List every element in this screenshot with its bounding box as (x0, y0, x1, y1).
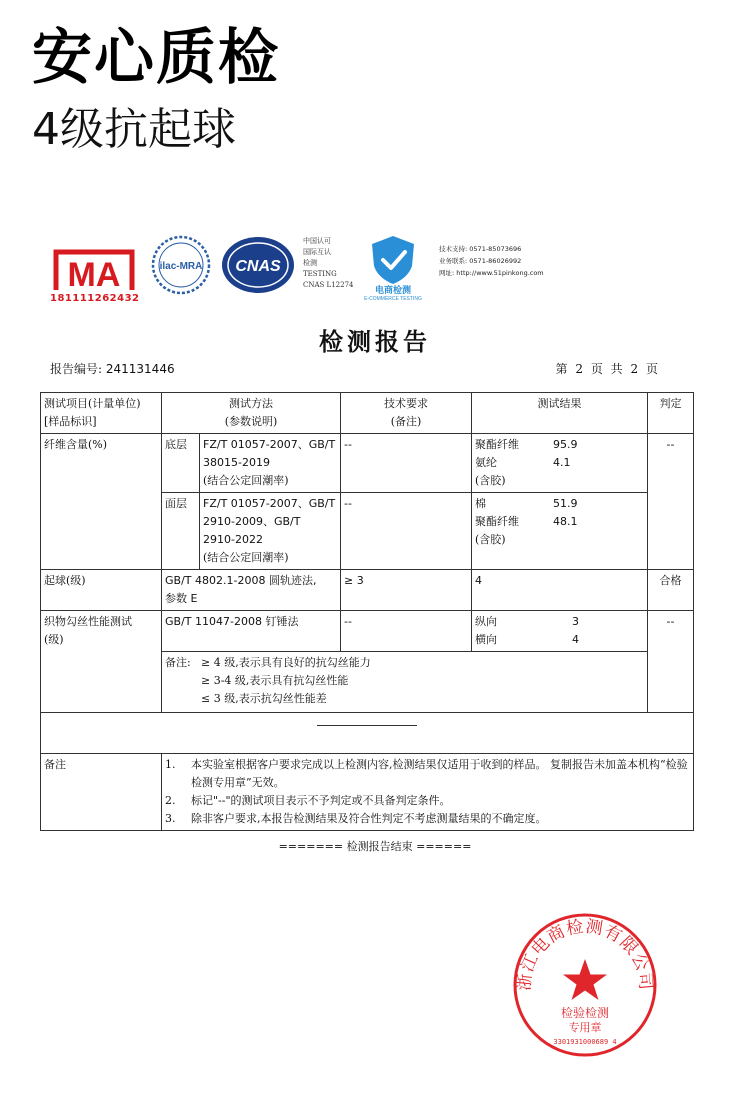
report-end-line: ======= 检测报告结束 ====== (278, 840, 472, 853)
fiber-top-layer: 面层 (162, 493, 200, 570)
ecommerce-en: E-COMMERCE TESTING (364, 296, 422, 302)
report-table (40, 392, 694, 831)
pilling-item: 起球(级) (41, 570, 162, 611)
page-info: 第 2 页 共 2 页 (555, 362, 660, 376)
stamp-line1: 检验检测 (560, 1006, 610, 1020)
pilling-result: 4 (472, 570, 648, 611)
header-result: 测试结果 (472, 393, 648, 434)
fiber-bottom-requirement: -- (341, 434, 472, 493)
fiber-top-method: FZ/T 01057-2007、GB/T 2910-2009、GB/T 2910-2022 (结合公定回潮率) (200, 493, 341, 570)
header-requirement: 技术要求 (备注) (341, 393, 472, 434)
blank-row (41, 713, 694, 754)
ilac-mra-logo (150, 234, 212, 296)
stamp-line2: 专用章 (568, 1021, 602, 1034)
table-row (41, 611, 694, 652)
cma-number: 181111262432 (50, 293, 140, 304)
table-header-row (41, 393, 694, 434)
table-row (41, 434, 694, 493)
fiber-item: 纤维含量(%) (41, 434, 162, 570)
hero-subtitle: 4级抗起球 (32, 104, 236, 155)
snagging-requirement: -- (341, 611, 472, 652)
pilling-method: GB/T 4802.1-2008 圆轨迹法, 参数 E (162, 570, 341, 611)
fiber-bottom-method: FZ/T 01057-2007、GB/T 38015-2019 (结合公定回潮率) (200, 434, 341, 493)
short-divider (317, 725, 417, 726)
snagging-item: 织物勾丝性能测试 (级) (41, 611, 162, 713)
contact-info: 技术支持: 0571-85073696 业务联系: 0571-86026992 网址: http://www.51pinkong.com (439, 245, 544, 277)
snagging-notes: 备注: ≥ 4 级,表示具有良好的抗勾丝能力 ≥ 3-4 级,表示具有抗勾丝性能 ≤ 3 级,表示抗勾丝性能差 (162, 652, 648, 713)
snagging-method: GB/T 11047-2008 钉锤法 (162, 611, 341, 652)
fiber-bottom-results: 聚酯纤维 95.9 氨纶 4.1 (含胶) (472, 434, 648, 493)
cnas-logo (220, 234, 296, 296)
pilling-requirement: ≥ 3 (341, 570, 472, 611)
table-row (41, 570, 694, 611)
fiber-top-results: 棉 51.9 聚酯纤维 48.1 (含胶) (472, 493, 648, 570)
ecommerce-testing-logo (358, 232, 428, 302)
fiber-top-requirement: -- (341, 493, 472, 570)
hero-title: 安心质检 (32, 23, 280, 93)
ecommerce-cn: 电商检测 (374, 286, 412, 296)
stamp-company: 浙江电商检测有限公司 (514, 916, 656, 992)
remarks-label: 备注 (41, 754, 162, 831)
remarks-content: 1. 本实验室根据客户要求完成以上检测内容,检测结果仅适用于收到的样品。 复制报告未加盖本机构“检验检测专用章”无效。 2. 标记"--"的测试项目表示不予判定或不具备判定条件。 3. 除非客户要求,本报告检测结果及符合性判定不考虑测量结果的不确定度。 (162, 754, 694, 831)
report-title: 检测报告 (319, 327, 431, 356)
header-judgement: 判定 (648, 393, 694, 434)
official-stamp (510, 910, 660, 1060)
ilac-text: ilac-MRA (159, 261, 203, 272)
stamp-code: 3301931000689 4 (553, 1038, 617, 1046)
snagging-results: 纵向 3 横向 4 (472, 611, 648, 652)
table-row (41, 754, 694, 831)
pilling-judgement: 合格 (648, 570, 694, 611)
star-icon (563, 959, 607, 1000)
fiber-judgement: -- (648, 434, 694, 570)
table-row (41, 713, 694, 754)
cma-mark: MA (67, 256, 121, 294)
cnas-text: 中国认可 国际互认 检测 TESTING CNAS L12274 (303, 237, 354, 289)
header-method: 测试方法 (参数说明) (162, 393, 341, 434)
snagging-judgement: -- (648, 611, 694, 713)
fiber-bottom-layer: 底层 (162, 434, 200, 493)
report-number: 报告编号: 241131446 (50, 362, 175, 376)
header-item: 测试项目(计量单位) [样品标识] (41, 393, 162, 434)
cnas-mark: CNAS (235, 258, 281, 275)
